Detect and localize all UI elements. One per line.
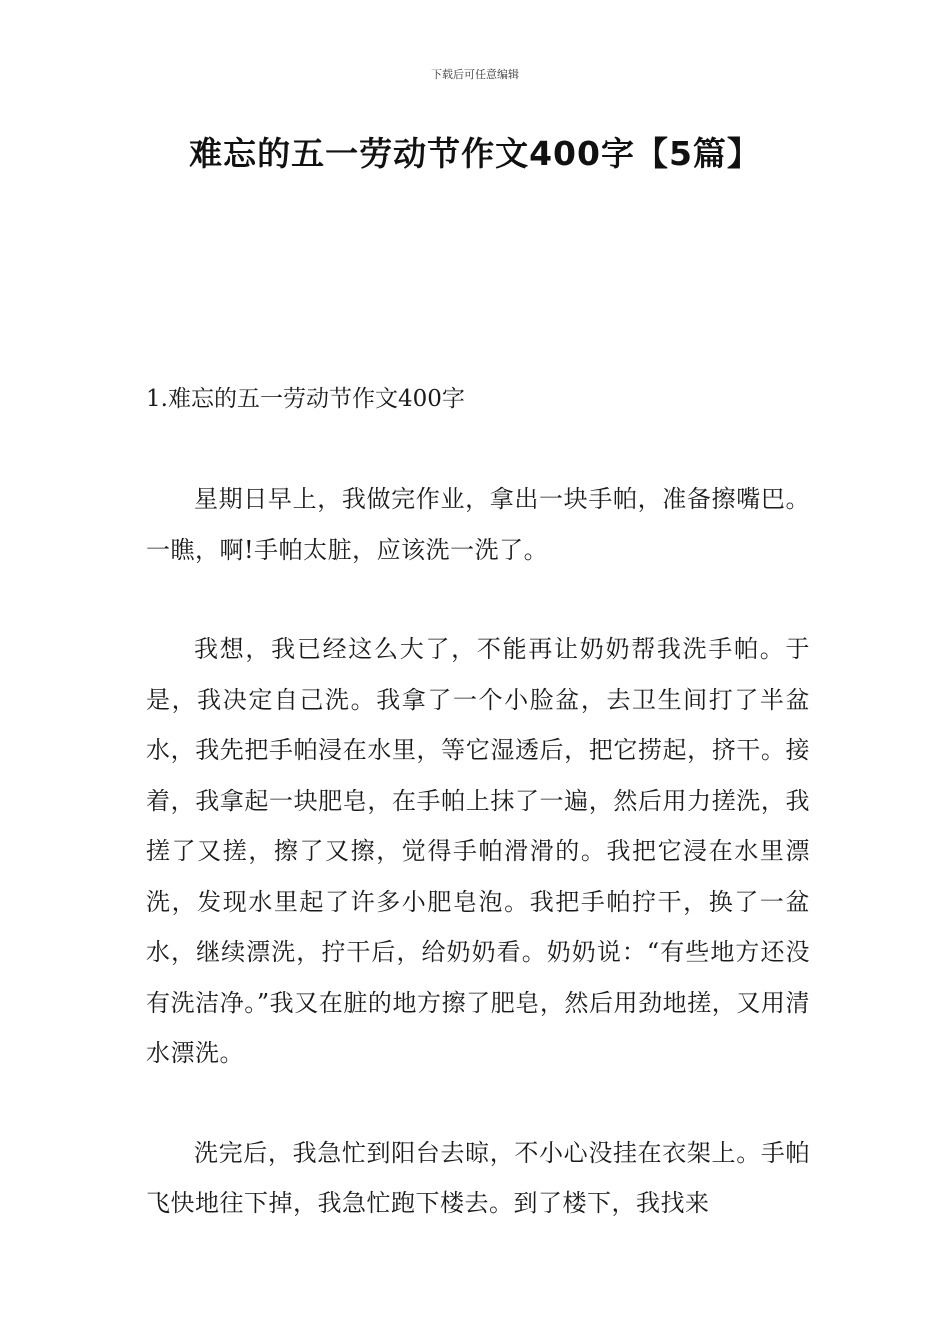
paragraph: 我想，我已经这么大了，不能再让奶奶帮我洗手帕。于是，我决定自己洗。我拿了一个小脸盆，去卫生间打了半盆水，我先把手帕浸在水里，等它湿透后，把它捞起，挤干。接着，我拿起一块肥皂，在手帕上抹了一遍，然后用力搓洗，我搓了又搓，擦了又擦，觉得手帕滑滑的。我把它浸在水里漂洗，发现水里起了许多小肥皂泡。我把手帕拧干，换了一盆水，继续漂洗，拧干后，给奶奶看。奶奶说：“有些地方还没有洗洁净。”我又在脏的地方擦了肥皂，然后用劲地搓，又用清水漂洗。 xyxy=(146,635,810,1067)
paragraph: 星期日早上，我做完作业，拿出一块手帕，准备擦嘴巴。一瞧，啊!手帕太脏，应该洗一洗了。 xyxy=(146,485,810,564)
section-heading: 1.难忘的五一劳动节作文400字 xyxy=(146,386,465,412)
header-note: 下载后可任意编辑 xyxy=(431,68,519,81)
document-title: 难忘的五一劳动节作文400字【5篇】 xyxy=(189,134,761,173)
paragraph: 洗完后，我急忙到阳台去晾，不小心没挂在衣架上。手帕飞快地往下掉，我急忙跑下楼去。到了楼下，我找来 xyxy=(146,1138,810,1217)
document-body xyxy=(146,474,810,1278)
